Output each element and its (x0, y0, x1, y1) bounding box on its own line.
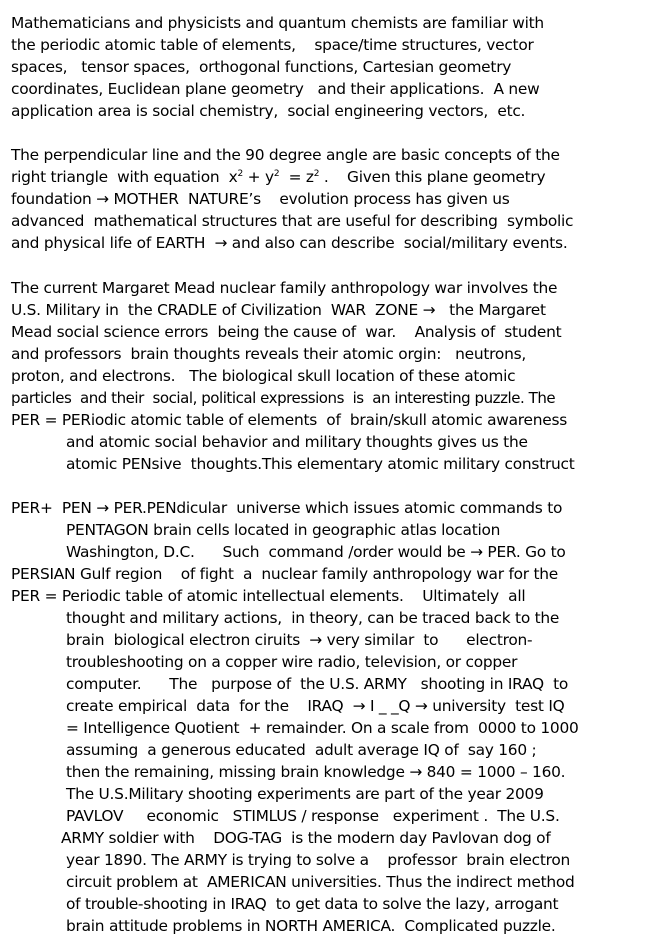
text-line: year 1890. The ARMY is trying to solve a professor brain electron (66, 851, 571, 869)
text-line: circuit problem at AMERICAN universities. Thus the indirect method (66, 873, 575, 891)
text-line: proton, and electrons. The biological skull location of these atomic (11, 367, 516, 385)
text-line: U.S. Military in the CRADLE of Civilization WAR ZONE → the Margaret (11, 301, 546, 319)
equation-text: = z (279, 168, 314, 186)
equation-text: right triangle with equation x (11, 168, 238, 186)
text-line: PER+ PEN → PER.PENdicular universe which issues atomic commands to (11, 499, 563, 517)
text-line: PER = Periodic table of atomic intellectual elements. Ultimately all (11, 587, 526, 605)
text-line: Mead social science errors being the cause of war. Analysis of student (11, 323, 562, 341)
text-line: and professors brain thoughts reveals their atomic orgin: neutrons, (11, 345, 527, 363)
text-line: The U.S.Military shooting experiments are part of the year 2009 (66, 785, 544, 803)
text-line: spaces, tensor spaces, orthogonal functions, Cartesian geometry (11, 58, 512, 76)
text-line: = Intelligence Quotient + remainder. On a scale from 0000 to 1000 (66, 719, 579, 737)
text-line: troubleshooting on a copper wire radio, television, or copper (66, 653, 518, 671)
text-line: Washington, D.C. Such command /order would be → PER. Go to (66, 543, 566, 561)
equation-text: . Given this plane geometry (319, 168, 546, 186)
text-line: and physical life of EARTH → and also can describe social/military events. (11, 234, 568, 252)
text-line: atomic PENsive thoughts.This elementary atomic military construct (66, 455, 575, 473)
text-line: the periodic atomic table of elements, space/time structures, vector (11, 36, 534, 54)
text-line: The perpendicular line and the 90 degree angle are basic concepts of the (11, 146, 560, 164)
exponent: 2 (237, 169, 244, 179)
exponent: 2 (273, 169, 280, 179)
text-line: PENTAGON brain cells located in geographic atlas location (66, 521, 501, 539)
text-line: PER = PERiodic atomic table of elements of brain/skull atomic awareness (11, 411, 567, 429)
text-line: PAVLOV economic STIMLUS / response experiment . The U.S. (66, 807, 560, 825)
text-line: of trouble-shooting in IRAQ to get data to solve the lazy, arrogant (66, 895, 559, 913)
text-line: create empirical data for the IRAQ → I _ _Q → university test IQ (66, 697, 565, 715)
text-line: particles and their social, political expressions is an interesting puzzle. The (11, 389, 556, 407)
text-line: assuming a generous educated adult average IQ of say 160 ; (66, 741, 537, 759)
text-line: application area is social chemistry, social engineering vectors, etc. (11, 102, 526, 120)
equation-line (11, 166, 545, 188)
text-line: ARMY soldier with DOG-TAG is the modern day Pavlovan dog of (61, 829, 551, 847)
text-line: The current Margaret Mead nuclear family anthropology war involves the (11, 279, 558, 297)
text-line: and atomic social behavior and military thoughts gives us the (66, 433, 528, 451)
equation-text: + y (243, 168, 274, 186)
text-line: advanced mathematical structures that are useful for describing symbolic (11, 212, 574, 230)
text-line: computer. The purpose of the U.S. ARMY shooting in IRAQ to (66, 675, 569, 693)
text-line: foundation → MOTHER NATURE’s evolution process has given us (11, 190, 510, 208)
text-line: PERSIAN Gulf region of fight a nuclear family anthropology war for the (11, 565, 559, 583)
text-line: brain attitude problems in NORTH AMERICA. Complicated puzzle. (66, 917, 556, 935)
text-line: brain biological electron ciruits → very similar to electron- (66, 631, 533, 649)
text-line: thought and military actions, in theory, can be traced back to the (66, 609, 560, 627)
exponent: 2 (313, 169, 320, 179)
text-line: coordinates, Euclidean plane geometry and their applications. A new (11, 80, 540, 98)
text-line: Mathematicians and physicists and quantum chemists are familiar with (11, 14, 544, 32)
text-line: then the remaining, missing brain knowledge → 840 = 1000 – 160. (66, 763, 566, 781)
